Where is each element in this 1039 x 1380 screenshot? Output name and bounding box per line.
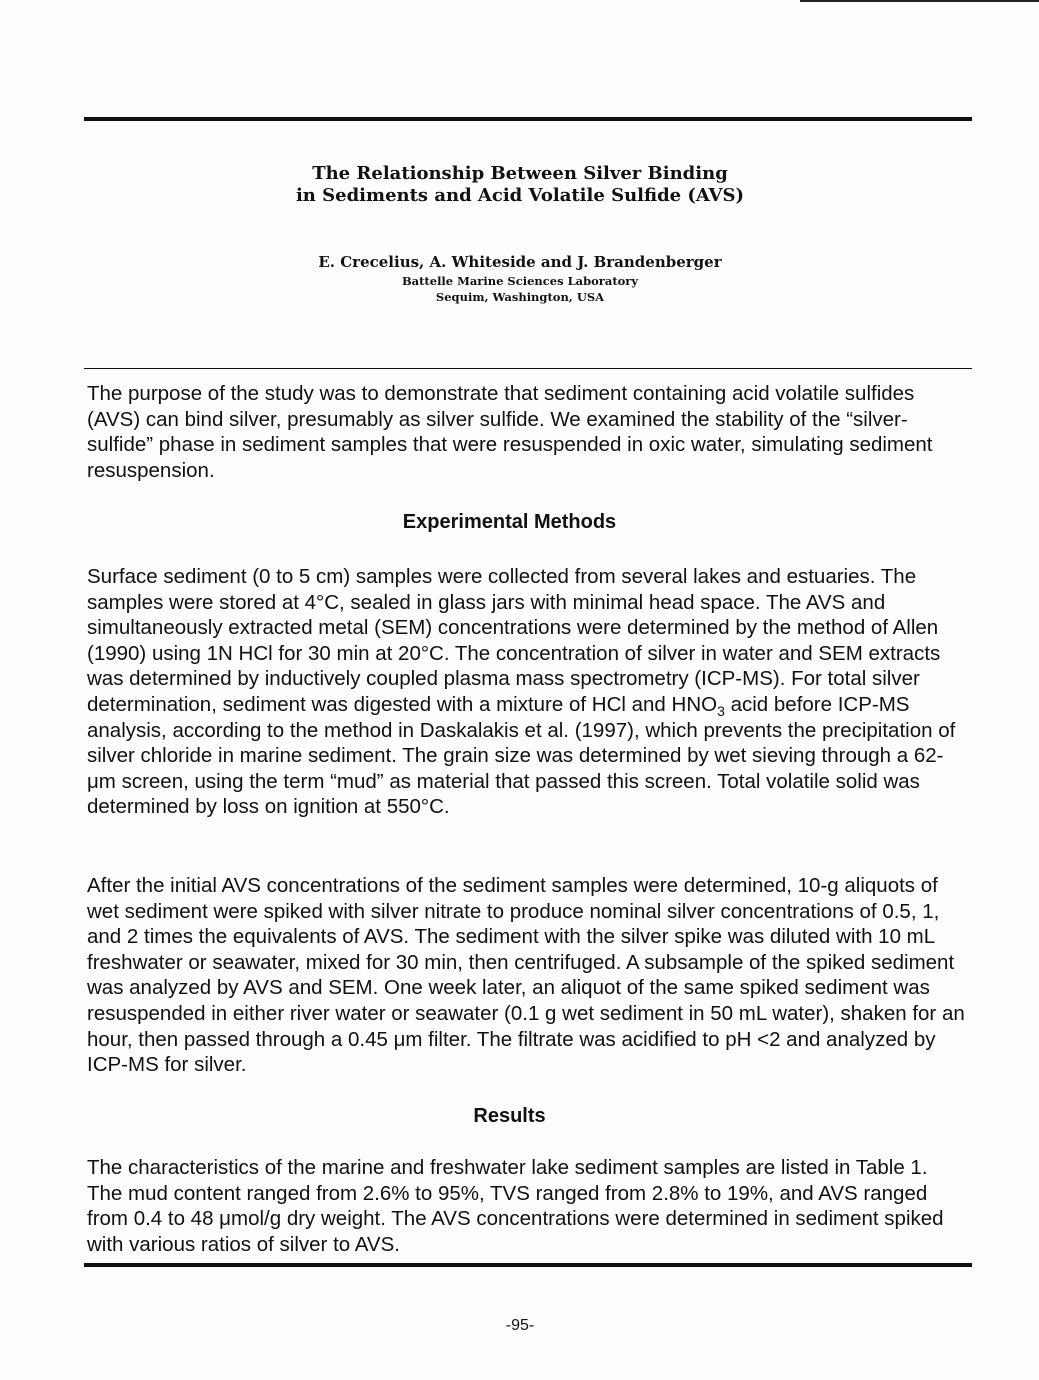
affiliation-line-1: Battelle Marine Sciences Laboratory: [401, 274, 639, 288]
title-line-1: The Relationship Between Silver Binding: [312, 163, 728, 184]
affiliation-line-2: Sequim, Washington, USA: [435, 290, 605, 304]
methods-heading: Experimental Methods: [402, 511, 617, 533]
methods-paragraph-2: After the initial AVS concentrations of the sediment samples were determined, 10-g aliquots of wet sediment were spiked with silver nitrate to produce nominal silver concentrations of 0.5, 1, and 2 times the equivalents of AVS. The sediment with the silver spike was diluted with 10 mL freshwater or seawater, mixed for 30 min, then centrifuged. A subsample of the spiked sediment was analyzed by AVS and SEM. One week later, an aliquot of the same spiked sediment was resuspended in either river water or seawater (0.1 g wet sediment in 50 mL water), shaken for an hour, then passed through a 0.45 μm filter. The filtrate was acidified to pH <2 and analyzed by ICP-MS for silver.: [87, 874, 965, 1077]
page-number: -95-: [505, 1317, 535, 1334]
results-paragraph-1: The characteristics of the marine and freshwater lake sediment samples are listed in Table 1. The mud content ranged from 2.6% to 95%, TVS ranged from 2.8% to 19%, and AVS ranged from 0.4 to 48 μmol/g dry weight. The AVS concentrations were determined in sediment spiked with various ratios of silver to AVS.: [87, 1156, 944, 1256]
bottom-rule: [84, 1263, 972, 1267]
methods-paragraph-1-text-a: Surface sediment (0 to 5 cm) samples were collected from several lakes and estuaries. The samples were stored at 4°C, sealed in glass jars with minimal head space. The AVS and simultaneously extracted metal (SEM) concentrations were determined by the method of Allen (1990) using 1N HCl for 30 min at 20°C. The concentration of silver in water and SEM extracts was determined by inductively coupled plasma mass spectrometry (ICP-MS). For total silver determination, sediment was digested with a mixture of HCl and HNO: [87, 565, 941, 716]
header-divider: [84, 368, 972, 369]
methods-paragraph-1: [87, 564, 967, 820]
scan-edge-mark: [800, 0, 1039, 2]
results-heading: Results: [473, 1105, 546, 1127]
methods-paragraph-1-text-b: acid before ICP-MS analysis, according to the method in Daskalakis et al. (1997), which prevents the precipitation of silver chloride in marine sediment. The grain size was determined by wet sieving through a 62-μm screen, using the term “mud” as material that passed this screen. Total volatile solid was determined by loss on ignition at 550°C.: [87, 692, 956, 819]
abstract-paragraph: The purpose of the study was to demonstrate that sediment containing acid volatile sulfides (AVS) can bind silver, presumably as silver sulfide. We examined the stability of the “silver-sulfide” phase in sediment samples that were resuspended in oxic water, simulating sediment resuspension.: [87, 382, 933, 482]
top-rule: [84, 117, 972, 121]
paper-title: [200, 163, 840, 207]
authors: E. Crecelius, A. Whiteside and J. Brandenberger: [318, 253, 722, 271]
methods-paragraph-1-subscript: 3: [717, 703, 725, 720]
title-line-2: in Sediments and Acid Volatile Sulfide (AVS): [295, 185, 745, 206]
